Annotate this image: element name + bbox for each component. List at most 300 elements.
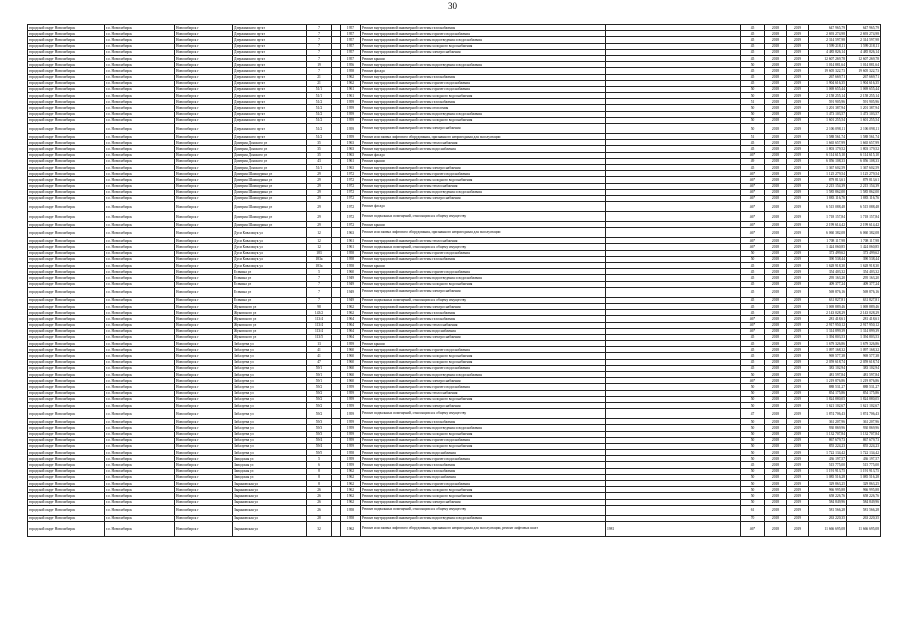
cell-street: Забалуева ул <box>233 390 307 396</box>
cell-street: Дзержинского пр-кт <box>233 31 307 37</box>
cell-start-year: 2018 <box>765 316 787 322</box>
cell-year-built: 1962 <box>341 303 361 309</box>
cell-value: 50 <box>741 86 765 92</box>
cell-cost: 6 515 088,48 <box>809 202 847 212</box>
cell-year-built: 1959 <box>341 341 361 347</box>
cell-value: 50 <box>741 419 765 425</box>
cell-house-number: 51/2 <box>307 99 332 105</box>
cell-municipality: городской округ Новосибирск <box>28 140 105 146</box>
cell-cost: 1 132 707,84 <box>809 431 847 437</box>
cell-settlement: г.о. Новосибирск <box>105 390 175 396</box>
cell-end-year: 2019 <box>787 177 809 183</box>
cell-street: Забалуева ул <box>233 450 307 456</box>
cell-start-year: 2018 <box>765 74 787 80</box>
cell-end-year: 2019 <box>787 238 809 244</box>
cell-city: Новосибирск г <box>175 117 233 123</box>
cell-value: 50 <box>741 481 765 487</box>
cell-house-number: 51/2 <box>307 117 332 123</box>
cell-start-year: 2018 <box>765 474 787 480</box>
cell-city: Новосибирск г <box>175 450 233 456</box>
cell-year-built: 1962 <box>341 493 361 499</box>
cell-end-year: 2019 <box>787 402 809 408</box>
cell-city: Новосибирск г <box>175 390 233 396</box>
cell-cost-total: 631 827,81 <box>847 297 881 303</box>
cell-cost-total: 1 201 387,94 <box>847 105 881 111</box>
cell-settlement: г.о. Новосибирск <box>105 347 175 353</box>
cell-end-year: 2019 <box>787 134 809 140</box>
cell-year-built: 1962 <box>341 310 361 316</box>
cell-end-year: 2019 <box>787 456 809 462</box>
cell-end-year: 2019 <box>787 310 809 316</box>
cell-street: Забалуева ул <box>233 443 307 449</box>
cell-street: Забалуева ул <box>233 353 307 359</box>
cell-house-number: 41 <box>307 353 332 359</box>
cell-house-number: 183а <box>307 263 332 269</box>
cell-cost-total: 1 904 616,35 <box>847 80 881 86</box>
cell-cost: 1 585 862,00 <box>809 189 847 195</box>
cell-city: Новосибирск г <box>175 212 233 222</box>
cell-start-year: 2018 <box>765 353 787 359</box>
cell-house-number: 59/5 <box>307 450 332 456</box>
cell-value: 50 <box>741 431 765 437</box>
cell-value: 45 <box>741 146 765 152</box>
cell-house-number: 59/2 <box>307 409 332 419</box>
cell-settlement: г.о. Новосибирск <box>105 152 175 158</box>
cell-house-number: 29 <box>307 183 332 189</box>
cell-municipality: городской округ Новосибирск <box>28 99 105 105</box>
cell-settlement: г.о. Новосибирск <box>105 105 175 111</box>
cell-work-type: Ремонт внутридомовой инженерной системы холодного водоснабжения <box>361 431 606 437</box>
cell-year-built: 1959 <box>341 105 361 111</box>
cell-street: Есенина ул <box>233 281 307 287</box>
cell-settlement: г.о. Новосибирск <box>105 171 175 177</box>
cell-extra <box>606 202 741 212</box>
cell-street: Есенина ул <box>233 269 307 275</box>
table-row <box>28 409 881 419</box>
cell-end-year: 2019 <box>787 384 809 390</box>
cell-end-year: 2019 <box>787 474 809 480</box>
cell-city: Новосибирск г <box>175 93 233 99</box>
cell-end-year: 2019 <box>787 341 809 347</box>
cell-start-year: 2018 <box>765 99 787 105</box>
cell-city: Новосибирск г <box>175 402 233 408</box>
cell-year-built: 1962 <box>341 481 361 487</box>
cell-start-year: 2018 <box>765 25 787 31</box>
cell-cost: 1 314 899,39 <box>809 328 847 334</box>
cell-end-year: 2019 <box>787 505 809 515</box>
cell-settlement: г.о. Новосибирск <box>105 158 175 164</box>
cell-work-type: Ремонт или замена лифтового оборудования, признанного непригодным для эксплуатации, ремонт лифтовых шахт <box>361 521 606 536</box>
cell-municipality: городской округ Новосибирск <box>28 384 105 390</box>
cell-street: Жуковского ул <box>233 322 307 328</box>
cell-work-type: Ремонт внутридомовой инженерной системы водоснабжения <box>361 450 606 456</box>
cell-work-type: Ремонт внутридомовой инженерной системы газоснабжения <box>361 256 606 262</box>
cell-municipality: городской округ Новосибирск <box>28 212 105 222</box>
cell-cost-total: 2 143 028,29 <box>847 310 881 316</box>
cell-cost: 1 424 060,85 <box>809 244 847 250</box>
cell-house-number: 7 <box>307 275 332 281</box>
cell-settlement: г.о. Новосибирск <box>105 481 175 487</box>
cell-cost: 19 605 322,73 <box>809 68 847 74</box>
cell-year-built: 1957 <box>341 49 361 55</box>
cell-cost-total: 854 175,86 <box>847 390 881 396</box>
cell-street: Дзержинского пр-кт <box>233 80 307 86</box>
cell-work-type: Ремонт внутридомовой инженерной системы водоснабжения <box>361 146 606 152</box>
cell-work-type: Ремонт внутридомовой инженерной системы горячего водоснабжения <box>361 80 606 86</box>
cell-house-number: 29 <box>307 195 332 201</box>
cell-street: Дзержинского пр-кт <box>233 124 307 134</box>
cell-cost: 969 577,38 <box>809 353 847 359</box>
cell-start-year: 2018 <box>765 43 787 49</box>
cell-work-type: Ремонт внутридомовой инженерной системы водоотведения и водоснабжения <box>361 275 606 281</box>
cell-value: 45 <box>741 68 765 74</box>
cell-cost-total: 1 679 326,86 <box>847 341 881 347</box>
cell-end-year: 2019 <box>787 86 809 92</box>
cell-end-year: 2019 <box>787 124 809 134</box>
cell-city: Новосибирск г <box>175 396 233 402</box>
cell-start-year: 2018 <box>765 359 787 365</box>
cell-end-year: 2019 <box>787 93 809 99</box>
cell-municipality: городской округ Новосибирск <box>28 49 105 55</box>
cell-house-number: 113/4 <box>307 322 332 328</box>
cell-cost-total: 354 403,32 <box>847 269 881 275</box>
cell-cost-total: 1 125 279,54 <box>847 171 881 177</box>
cell-cost: 481 597,84 <box>809 372 847 378</box>
cell-street: Дмитрия Донского ул <box>233 146 307 152</box>
cell-street: Жуковского ул <box>233 328 307 334</box>
cell-house-number: 113/4 <box>307 316 332 322</box>
cell-settlement: г.о. Новосибирск <box>105 250 175 256</box>
cell-cost-total: 373 499,62 <box>847 250 881 256</box>
cell-cost-total: 1 803 179,52 <box>847 146 881 152</box>
cell-value: 50 <box>741 124 765 134</box>
cell-building <box>332 228 341 238</box>
cell-city: Новосибирск г <box>175 341 233 347</box>
cell-settlement: г.о. Новосибирск <box>105 244 175 250</box>
cell-cost: 2 059 618,74 <box>809 359 847 365</box>
cell-settlement: г.о. Новосибирск <box>105 31 175 37</box>
cell-cost-total: 481 597,84 <box>847 372 881 378</box>
cell-municipality: городской округ Новосибирск <box>28 378 105 384</box>
cell-end-year: 2019 <box>787 468 809 474</box>
cell-year-built: 1957 <box>341 55 361 61</box>
cell-cost: 6 056 108,33 <box>809 158 847 164</box>
cell-house-number: 35 <box>307 140 332 146</box>
cell-city: Новосибирск г <box>175 222 233 228</box>
cell-work-type: Ремонт внутридомовой инженерной системы электроснабжения <box>361 378 606 384</box>
cell-municipality: городской округ Новосибирск <box>28 80 105 86</box>
cell-street: Дмитрия Донского ул <box>233 140 307 146</box>
cell-city: Новосибирск г <box>175 303 233 309</box>
cell-cost-total: 1 722 134,42 <box>847 450 881 456</box>
cell-city: Новосибирск г <box>175 409 233 419</box>
cell-cost-total: 267 669,71 <box>847 74 881 80</box>
cell-city: Новосибирск г <box>175 297 233 303</box>
cell-municipality: городской округ Новосибирск <box>28 505 105 515</box>
cell-city: Новосибирск г <box>175 347 233 353</box>
cell-value: 61 <box>741 505 765 515</box>
cell-settlement: г.о. Новосибирск <box>105 183 175 189</box>
cell-cost: 6 060 382,08 <box>809 228 847 238</box>
cell-start-year: 2018 <box>765 263 787 269</box>
cell-cost-total: 295 163,20 <box>847 275 881 281</box>
cell-year-built: 1956 <box>341 62 361 68</box>
cell-work-type: Ремонт внутридомовой инженерной системы газоснабжения <box>361 25 606 31</box>
cell-cost-total: 1 874 706,43 <box>847 409 881 419</box>
cell-value: 45 <box>741 269 765 275</box>
cell-extra <box>606 409 741 419</box>
cell-street: Заводская ул <box>233 456 307 462</box>
cell-municipality: городской округ Новосибирск <box>28 521 105 536</box>
cell-street: Дмитрия Шамшурина ул <box>233 177 307 183</box>
cell-street: Есенина ул <box>233 287 307 297</box>
cell-cost: 267 669,71 <box>809 74 847 80</box>
cell-city: Новосибирск г <box>175 378 233 384</box>
cell-end-year: 2019 <box>787 437 809 443</box>
cell-city: Новосибирск г <box>175 124 233 134</box>
cell-house-number: 59/4 <box>307 437 332 443</box>
cell-year-built: 1959 <box>341 134 361 140</box>
cell-cost-total: 569 876,16 <box>847 287 881 297</box>
cell-extra <box>606 212 741 222</box>
cell-year-built: 1957 <box>341 43 361 49</box>
cell-city: Новосибирск г <box>175 158 233 164</box>
cell-street: Есенина ул <box>233 297 307 303</box>
cell-cost-total: 2 106 098,11 <box>847 124 881 134</box>
cell-end-year: 2019 <box>787 353 809 359</box>
cell-start-year: 2018 <box>765 171 787 177</box>
cell-settlement: г.о. Новосибирск <box>105 341 175 347</box>
cell-city: Новосибирск г <box>175 202 233 212</box>
cell-end-year: 2019 <box>787 372 809 378</box>
cell-cost-total: 1 367 602,59 <box>847 164 881 170</box>
cell-municipality: городской округ Новосибирск <box>28 111 105 117</box>
cell-value: 46* <box>741 378 765 384</box>
cell-start-year: 2018 <box>765 228 787 238</box>
cell-cost: 631 827,81 <box>809 297 847 303</box>
cell-municipality: городской округ Новосибирск <box>28 189 105 195</box>
cell-house-number: 7 <box>307 281 332 287</box>
cell-city: Новосибирск г <box>175 31 233 37</box>
cell-value: 70 <box>741 515 765 521</box>
cell-cost: 1 588 561,74 <box>809 134 847 140</box>
cell-settlement: г.о. Новосибирск <box>105 86 175 92</box>
cell-municipality: городской округ Новосибирск <box>28 431 105 437</box>
cell-cost: 1 883 116,76 <box>809 195 847 201</box>
cell-cost: 373 499,62 <box>809 250 847 256</box>
cell-cost-total: 1 601 255,54 <box>847 117 881 123</box>
cell-end-year: 2019 <box>787 450 809 456</box>
cell-start-year: 2018 <box>765 189 787 195</box>
cell-work-type: Ремонт внутридомовой инженерной системы холодного водоснабжения <box>361 177 606 183</box>
cell-cost: 1 621 102,67 <box>809 402 847 408</box>
cell-cost: 2 314 597,98 <box>809 37 847 43</box>
cell-house-number: 6 <box>307 462 332 468</box>
cell-work-type: Ремонт внутридомовой инженерной системы водоотведения и водоснабжения <box>361 62 606 68</box>
cell-house-number: 59/2 <box>307 396 332 402</box>
cell-start-year: 2018 <box>765 493 787 499</box>
cell-value: 45 <box>741 164 765 170</box>
cell-cost-total: 969 577,38 <box>847 353 881 359</box>
cell-house-number: 98 <box>307 303 332 309</box>
cell-work-type: Ремонт внутридомовой инженерной системы теплоснабжения <box>361 390 606 396</box>
cell-street: Забалуева ул <box>233 365 307 371</box>
cell-house-number: 113/4 <box>307 328 332 334</box>
cell-city: Новосибирск г <box>175 55 233 61</box>
cell-house-number: 12 <box>307 244 332 250</box>
cell-house-number: 59/2 <box>307 402 332 408</box>
cell-cost: 1 069 889,46 <box>809 303 847 309</box>
cell-cost-total: 2 059 618,74 <box>847 359 881 365</box>
cell-value: 46* <box>741 521 765 536</box>
cell-house-number: 12 <box>307 238 332 244</box>
cell-house-number: 35 <box>307 146 332 152</box>
cell-cost-total: 1 628 918,30 <box>847 263 881 269</box>
cell-work-type: Ремонт фасада <box>361 202 606 212</box>
cell-year-built: 1960 <box>341 269 361 275</box>
document-table-container <box>27 24 880 537</box>
cell-cost: 361 207,96 <box>809 419 847 425</box>
cell-house-number: 51/2 <box>307 134 332 140</box>
cell-value: 45 <box>741 341 765 347</box>
cell-house-number: 29 <box>307 222 332 228</box>
cell-work-type: Ремонт подвальных помещений, относящихся к общему имуществу <box>361 244 606 250</box>
cell-value: 45 <box>741 281 765 287</box>
cell-end-year: 2019 <box>787 222 809 228</box>
cell-municipality: городской округ Новосибирск <box>28 269 105 275</box>
cell-street: Дзержинского пр-кт <box>233 74 307 80</box>
cell-cost-total: 6 114 615,10 <box>847 152 881 158</box>
cell-street: Дзержинского пр-кт <box>233 111 307 117</box>
cell-settlement: г.о. Новосибирск <box>105 402 175 408</box>
cell-work-type: Ремонт внутридомовой инженерной системы горячего водоснабжения <box>361 437 606 443</box>
cell-street: Дзержинского пр-кт <box>233 134 307 140</box>
table-row <box>28 124 881 134</box>
cell-city: Новосибирск г <box>175 353 233 359</box>
cell-start-year: 2018 <box>765 365 787 371</box>
cell-value: 49 <box>741 158 765 164</box>
cell-value: 50 <box>741 117 765 123</box>
cell-cost: 2 693 274,98 <box>809 31 847 37</box>
cell-cost-total: 2 199 614,42 <box>847 222 881 228</box>
cell-year-built: 1961 <box>341 244 361 250</box>
cell-work-type: Ремонт внутридомовой инженерной системы водоотведения и водоснабжения <box>361 425 606 431</box>
cell-cost: 354 403,32 <box>809 269 847 275</box>
cell-house-number: 29 <box>307 189 332 195</box>
cell-house-number: 26 <box>307 493 332 499</box>
cell-cost-total: 1 219 876,86 <box>847 378 881 384</box>
cell-end-year: 2019 <box>787 425 809 431</box>
cell-start-year: 2018 <box>765 222 787 228</box>
cell-cost: 1 722 134,42 <box>809 450 847 456</box>
cell-settlement: г.о. Новосибирск <box>105 189 175 195</box>
cell-settlement: г.о. Новосибирск <box>105 55 175 61</box>
cell-work-type: Ремонт внутридомовой инженерной системы холодного водоснабжения <box>361 493 606 499</box>
cell-settlement: г.о. Новосибирск <box>105 303 175 309</box>
cell-house-number: 29 <box>307 171 332 177</box>
cell-street: Дзержинского пр-кт <box>233 55 307 61</box>
cell-cost-total: 2 917 950,12 <box>847 322 881 328</box>
cell-street: Зыряновская ул <box>233 493 307 499</box>
cell-settlement: г.о. Новосибирск <box>105 334 175 340</box>
cell-work-type: Ремонт внутридомовой инженерной системы горячего водоснабжения <box>361 171 606 177</box>
cell-settlement: г.о. Новосибирск <box>105 111 175 117</box>
cell-cost-total: 12 607 269,78 <box>847 55 881 61</box>
cell-end-year: 2019 <box>787 347 809 353</box>
cell-municipality: городской округ Новосибирск <box>28 37 105 43</box>
cell-city: Новосибирск г <box>175 25 233 31</box>
cell-cost: 879 813,61 <box>809 177 847 183</box>
cell-work-type: Ремонт внутридомовой инженерной системы электроснабжения <box>361 287 606 297</box>
cell-value: 50 <box>741 456 765 462</box>
cell-cost-total: 1 665 657,99 <box>847 140 881 146</box>
cell-house-number: 8 <box>307 474 332 480</box>
cell-building <box>332 212 341 222</box>
cell-cost-total: 1 314 899,39 <box>847 328 881 334</box>
cell-house-number: 7 <box>307 68 332 74</box>
cell-work-type: Ремонт внутридомовой инженерной системы горячего водоснабжения <box>361 384 606 390</box>
cell-street: Дуси Ковальчук ул <box>233 263 307 269</box>
cell-settlement: г.о. Новосибирск <box>105 25 175 31</box>
cell-value: 45 <box>741 310 765 316</box>
cell-start-year: 2018 <box>765 140 787 146</box>
cell-year-built: 1958 <box>341 68 361 74</box>
cell-cost: 647 965,79 <box>809 25 847 31</box>
table-row <box>28 521 881 536</box>
cell-end-year: 2019 <box>787 396 809 402</box>
cell-street: Дуси Ковальчук ул <box>233 256 307 262</box>
cell-end-year: 2019 <box>787 164 809 170</box>
cell-end-year: 2019 <box>787 359 809 365</box>
cell-cost: 409 377,24 <box>809 281 847 287</box>
cell-work-type: Ремонт крыши <box>361 158 606 164</box>
cell-settlement: г.о. Новосибирск <box>105 487 175 493</box>
cell-cost-total: 966 995,88 <box>847 487 881 493</box>
cell-value: 45 <box>741 74 765 80</box>
cell-value: 50 <box>741 384 765 390</box>
cell-city: Новосибирск г <box>175 499 233 505</box>
cell-house-number: 13 <box>307 341 332 347</box>
cell-extra: 1981 <box>606 521 741 536</box>
cell-work-type: Ремонт внутридомовой инженерной системы горячего водоснабжения <box>361 250 606 256</box>
cell-cost-total: 1 069 889,46 <box>847 303 881 309</box>
cell-municipality: городской округ Новосибирск <box>28 86 105 92</box>
cell-cost-total: 867 679,73 <box>847 437 881 443</box>
cell-cost: 11 666 695,08 <box>809 521 847 536</box>
cell-street: Дзержинского пр-кт <box>233 117 307 123</box>
cell-end-year: 2019 <box>787 481 809 487</box>
cell-cost: 2 199 614,42 <box>809 222 847 228</box>
cell-municipality: городской округ Новосибирск <box>28 334 105 340</box>
cell-work-type: Ремонт внутридомовой инженерной системы водоотведения и водоснабжения <box>361 111 606 117</box>
cell-settlement: г.о. Новосибирск <box>105 212 175 222</box>
cell-house-number: 8 <box>307 468 332 474</box>
cell-municipality: городской округ Новосибирск <box>28 238 105 244</box>
cell-municipality: городской округ Новосибирск <box>28 310 105 316</box>
cell-value: 46* <box>741 222 765 228</box>
cell-settlement: г.о. Новосибирск <box>105 456 175 462</box>
cell-start-year: 2018 <box>765 31 787 37</box>
cell-house-number: 7 <box>307 287 332 297</box>
cell-cost: 390 538,44 <box>809 256 847 262</box>
cell-value: 46* <box>741 322 765 328</box>
cell-end-year: 2019 <box>787 521 809 536</box>
cell-year-built: 1959 <box>341 402 361 408</box>
cell-municipality: городской округ Новосибирск <box>28 409 105 419</box>
cell-start-year: 2018 <box>765 37 787 43</box>
cell-end-year: 2019 <box>787 493 809 499</box>
capital-repair-table <box>27 24 881 537</box>
